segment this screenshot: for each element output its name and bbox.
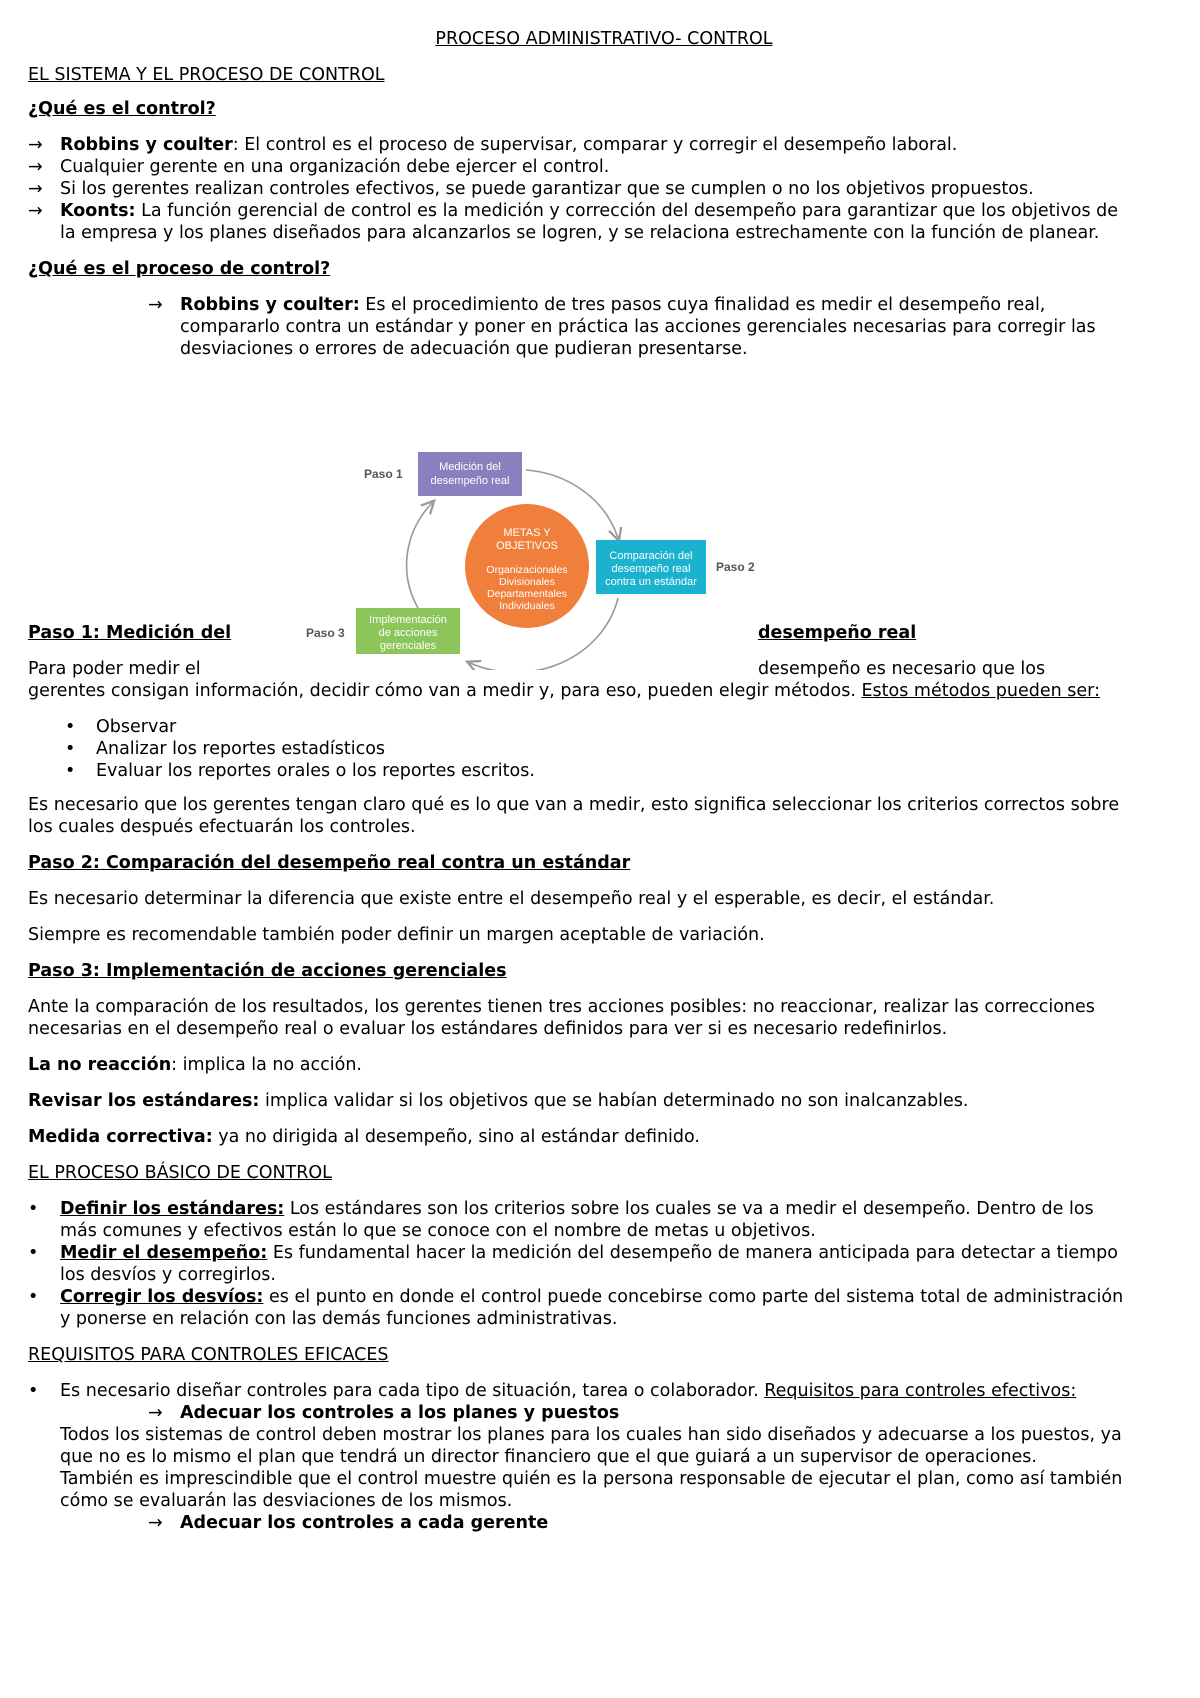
requirement-text-line3: También es imprescindible que el control muestre quién es la persona responsable de ejecutar el plan, como así también [60, 1469, 1123, 1489]
goals-item: Divisionales [498, 576, 556, 588]
step2-box-line1: Comparación del [609, 550, 693, 562]
medida-paragraph [28, 1126, 700, 1148]
document-title: PROCESO ADMINISTRATIVO- CONTROL [435, 29, 773, 49]
requirement-title: Adecuar los controles a los planes y puestos [180, 1403, 620, 1423]
paso1-text-line2a: gerentes consigan información, decidir cómo van a medir y, para eso, pueden elegir métodos. [28, 681, 862, 701]
arrow-item-controles-efectivos [28, 178, 1034, 200]
basic-item-text-continued: y ponerse en relación con las demás funciones administrativas. [60, 1309, 618, 1329]
arrow-icon: → [28, 201, 43, 221]
requirement-text-line2: que no es lo mismo el plan que tendrá un director financiero que el que guiará a un supervisor de operaciones. [60, 1447, 1037, 1467]
term-text: : implica la no acción. [171, 1055, 362, 1075]
item-text: Es el procedimiento de tres pasos cuya finalidad es medir el desempeño real, [359, 295, 1046, 315]
arrow-item-robbins-proceso [148, 294, 1046, 316]
method-text: Analizar los reportes estadísticos [96, 739, 386, 759]
basic-item-title: Corregir los desvíos: [60, 1287, 264, 1307]
method-text: Evaluar los reportes orales o los reportes escritos. [96, 761, 535, 781]
bullet-icon: • [28, 1287, 39, 1307]
item-text: Si los gerentes realizan controles efectivos, se puede garantizar que se cumplen o no los objetivos propuestos. [60, 179, 1034, 199]
bullet-icon: • [28, 1381, 39, 1401]
requirement-title: Adecuar los controles a cada gerente [180, 1513, 549, 1533]
arrow-item-gerente [28, 156, 610, 178]
arrow-icon: → [148, 1403, 163, 1423]
paso2-paragraph1: Es necesario determinar la diferencia que existe entre el desempeño real y el esperable, es decir, el estándar. [28, 889, 995, 909]
basic-item-text: es el punto en donde el control puede concebirse como parte del sistema total de administración [263, 1287, 1124, 1307]
method-text: Observar [96, 717, 177, 737]
requirement-text-line1: Todos los sistemas de control deben mostrar los planes para los cuales han sido diseñados y adecuarse a los puestos, ya [60, 1425, 1122, 1445]
item-text-continued: desviaciones o errores de adecuación que pudieran presentarse. [180, 339, 748, 359]
goals-title-line1: METAS Y [503, 527, 551, 539]
basic-item-text: Es fundamental hacer la medición del desempeño de manera anticipada para detectar a tiempo [267, 1243, 1118, 1263]
paso1-text-line2 [28, 680, 1100, 702]
control-process-diagram [300, 448, 780, 670]
question-que-es-control: ¿Qué es el control? [28, 99, 216, 119]
requirements-intro-text: Es necesario diseñar controles para cada tipo de situación, tarea o colaborador. [60, 1381, 765, 1401]
step3-box-line3: gerenciales [379, 640, 437, 652]
basic-item-text-continued: los desvíos y corregirlos. [60, 1265, 276, 1285]
bullet-icon: • [28, 1243, 39, 1263]
goals-title-line2: OBJETIVOS [496, 540, 558, 552]
paso1-heading-part1: Paso 1: Medición del [28, 623, 232, 643]
step2-box-line3: contra un estándar [605, 576, 697, 588]
step1-box-line1: Medición del [439, 461, 501, 473]
paso1-text-part1: Para poder medir el [28, 659, 201, 679]
basic-item-title: Definir los estándares: [60, 1199, 285, 1219]
paso1-heading-part2: desempeño real [758, 623, 917, 643]
requirements-intro-link-text: Requisitos para controles efectivos: [764, 1381, 1077, 1401]
step1-box [418, 452, 522, 496]
section-heading-sistema: EL SISTEMA Y EL PROCESO DE CONTROL [28, 65, 385, 85]
item-text-continued: compararlo contra un estándar y poner en práctica las acciones gerenciales necesarias para corregir las [180, 317, 1096, 337]
bullet-icon: • [65, 717, 76, 737]
step3-box-line2: de acciones [378, 627, 438, 639]
paso1-paragraph2-line2: los cuales después efectuarán los controles. [28, 817, 416, 837]
paso3-paragraph-line2: necesarias en el desempeño real o evaluar los estándares definidos para ver si es necesario redefinirlos. [28, 1019, 948, 1039]
step2-box-line2: desempeño real [611, 563, 691, 575]
paso3-paragraph-line1: Ante la comparación de los resultados, los gerentes tienen tres acciones posibles: no reaccionar, realizar las correcciones [28, 997, 1095, 1017]
section-heading-requisitos: REQUISITOS PARA CONTROLES EFICACES [28, 1345, 389, 1365]
item-text: : El control es el proceso de supervisar, comparar y corregir el desempeño laboral. [232, 135, 958, 155]
paso2-paragraph2: Siempre es recomendable también poder definir un margen aceptable de variación. [28, 925, 765, 945]
arrow-item-robbins [28, 134, 958, 156]
term-label: La no reacción [28, 1055, 172, 1075]
paso1-text-part2: desempeño es necesario que los [758, 659, 1046, 679]
basic-item-text: Los estándares son los criterios sobre los cuales se va a medir el desempeño. Dentro de los [284, 1199, 1094, 1219]
author-name: Koonts: [60, 201, 136, 221]
cycle-arrow-3-1 [407, 503, 432, 608]
term-text: implica validar si los objetivos que se habían determinado no son inalcanzables. [259, 1091, 969, 1111]
step3-label: Paso 3 [306, 626, 345, 640]
requirement-heading-gerente [148, 1512, 549, 1534]
basic-item-text-continued: más comunes y efectivos están lo que se conoce con el nombre de metas u objetivos. [60, 1221, 816, 1241]
section-heading-proceso-basico: EL PROCESO BÁSICO DE CONTROL [28, 1163, 332, 1183]
arrow-icon: → [148, 1513, 163, 1533]
arrow-item-koonts [28, 200, 1119, 222]
methods-intro: Estos métodos pueden ser: [861, 681, 1100, 701]
question-que-es-proceso: ¿Qué es el proceso de control? [28, 259, 331, 279]
arrow-icon: → [148, 295, 163, 315]
requirement-heading-planes [148, 1402, 620, 1424]
term-label: Revisar los estándares: [28, 1091, 260, 1111]
revisar-paragraph [28, 1090, 969, 1112]
goals-item: Individuales [499, 600, 555, 612]
paso1-paragraph2-line1: Es necesario que los gerentes tengan claro qué es lo que van a medir, esto significa seleccionar los criterios correctos sobre [28, 795, 1120, 815]
bullet-icon: • [65, 761, 76, 781]
no-reaccion-paragraph [28, 1054, 362, 1076]
goals-item: Organizacionales [486, 564, 568, 576]
arrow-icon: → [28, 179, 43, 199]
step3-box-line1: Implementación [369, 614, 447, 626]
goals-item: Departamentales [487, 588, 567, 600]
bullet-icon: • [28, 1199, 39, 1219]
paso2-heading: Paso 2: Comparación del desempeño real contra un estándar [28, 853, 631, 873]
item-text: Cualquier gerente en una organización debe ejercer el control. [60, 157, 610, 177]
item-text-continued: la empresa y los planes diseñados para alcanzarlos se logren, y se relaciona estrechamente con la función de planear. [60, 223, 1100, 243]
basic-item-title: Medir el desempeño: [60, 1243, 268, 1263]
term-label: Medida correctiva: [28, 1127, 213, 1147]
author-name: Robbins y coulter [60, 135, 233, 155]
item-text: La función gerencial de control es la medición y corrección del desempeño para garantizar que los objetivos de [135, 201, 1119, 221]
step1-box-line2: desempeño real [430, 475, 510, 487]
arrow-icon: → [28, 135, 43, 155]
step1-label: Paso 1 [364, 467, 403, 481]
requirement-text-line4: cómo se evaluarán las desviaciones de los mismos. [60, 1491, 513, 1511]
paso3-heading: Paso 3: Implementación de acciones gerenciales [28, 961, 507, 981]
arrow-icon: → [28, 157, 43, 177]
term-text: ya no dirigida al desempeño, sino al estándar definido. [212, 1127, 700, 1147]
step2-label: Paso 2 [716, 560, 755, 574]
bullet-icon: • [65, 739, 76, 759]
author-name: Robbins y coulter: [180, 295, 360, 315]
